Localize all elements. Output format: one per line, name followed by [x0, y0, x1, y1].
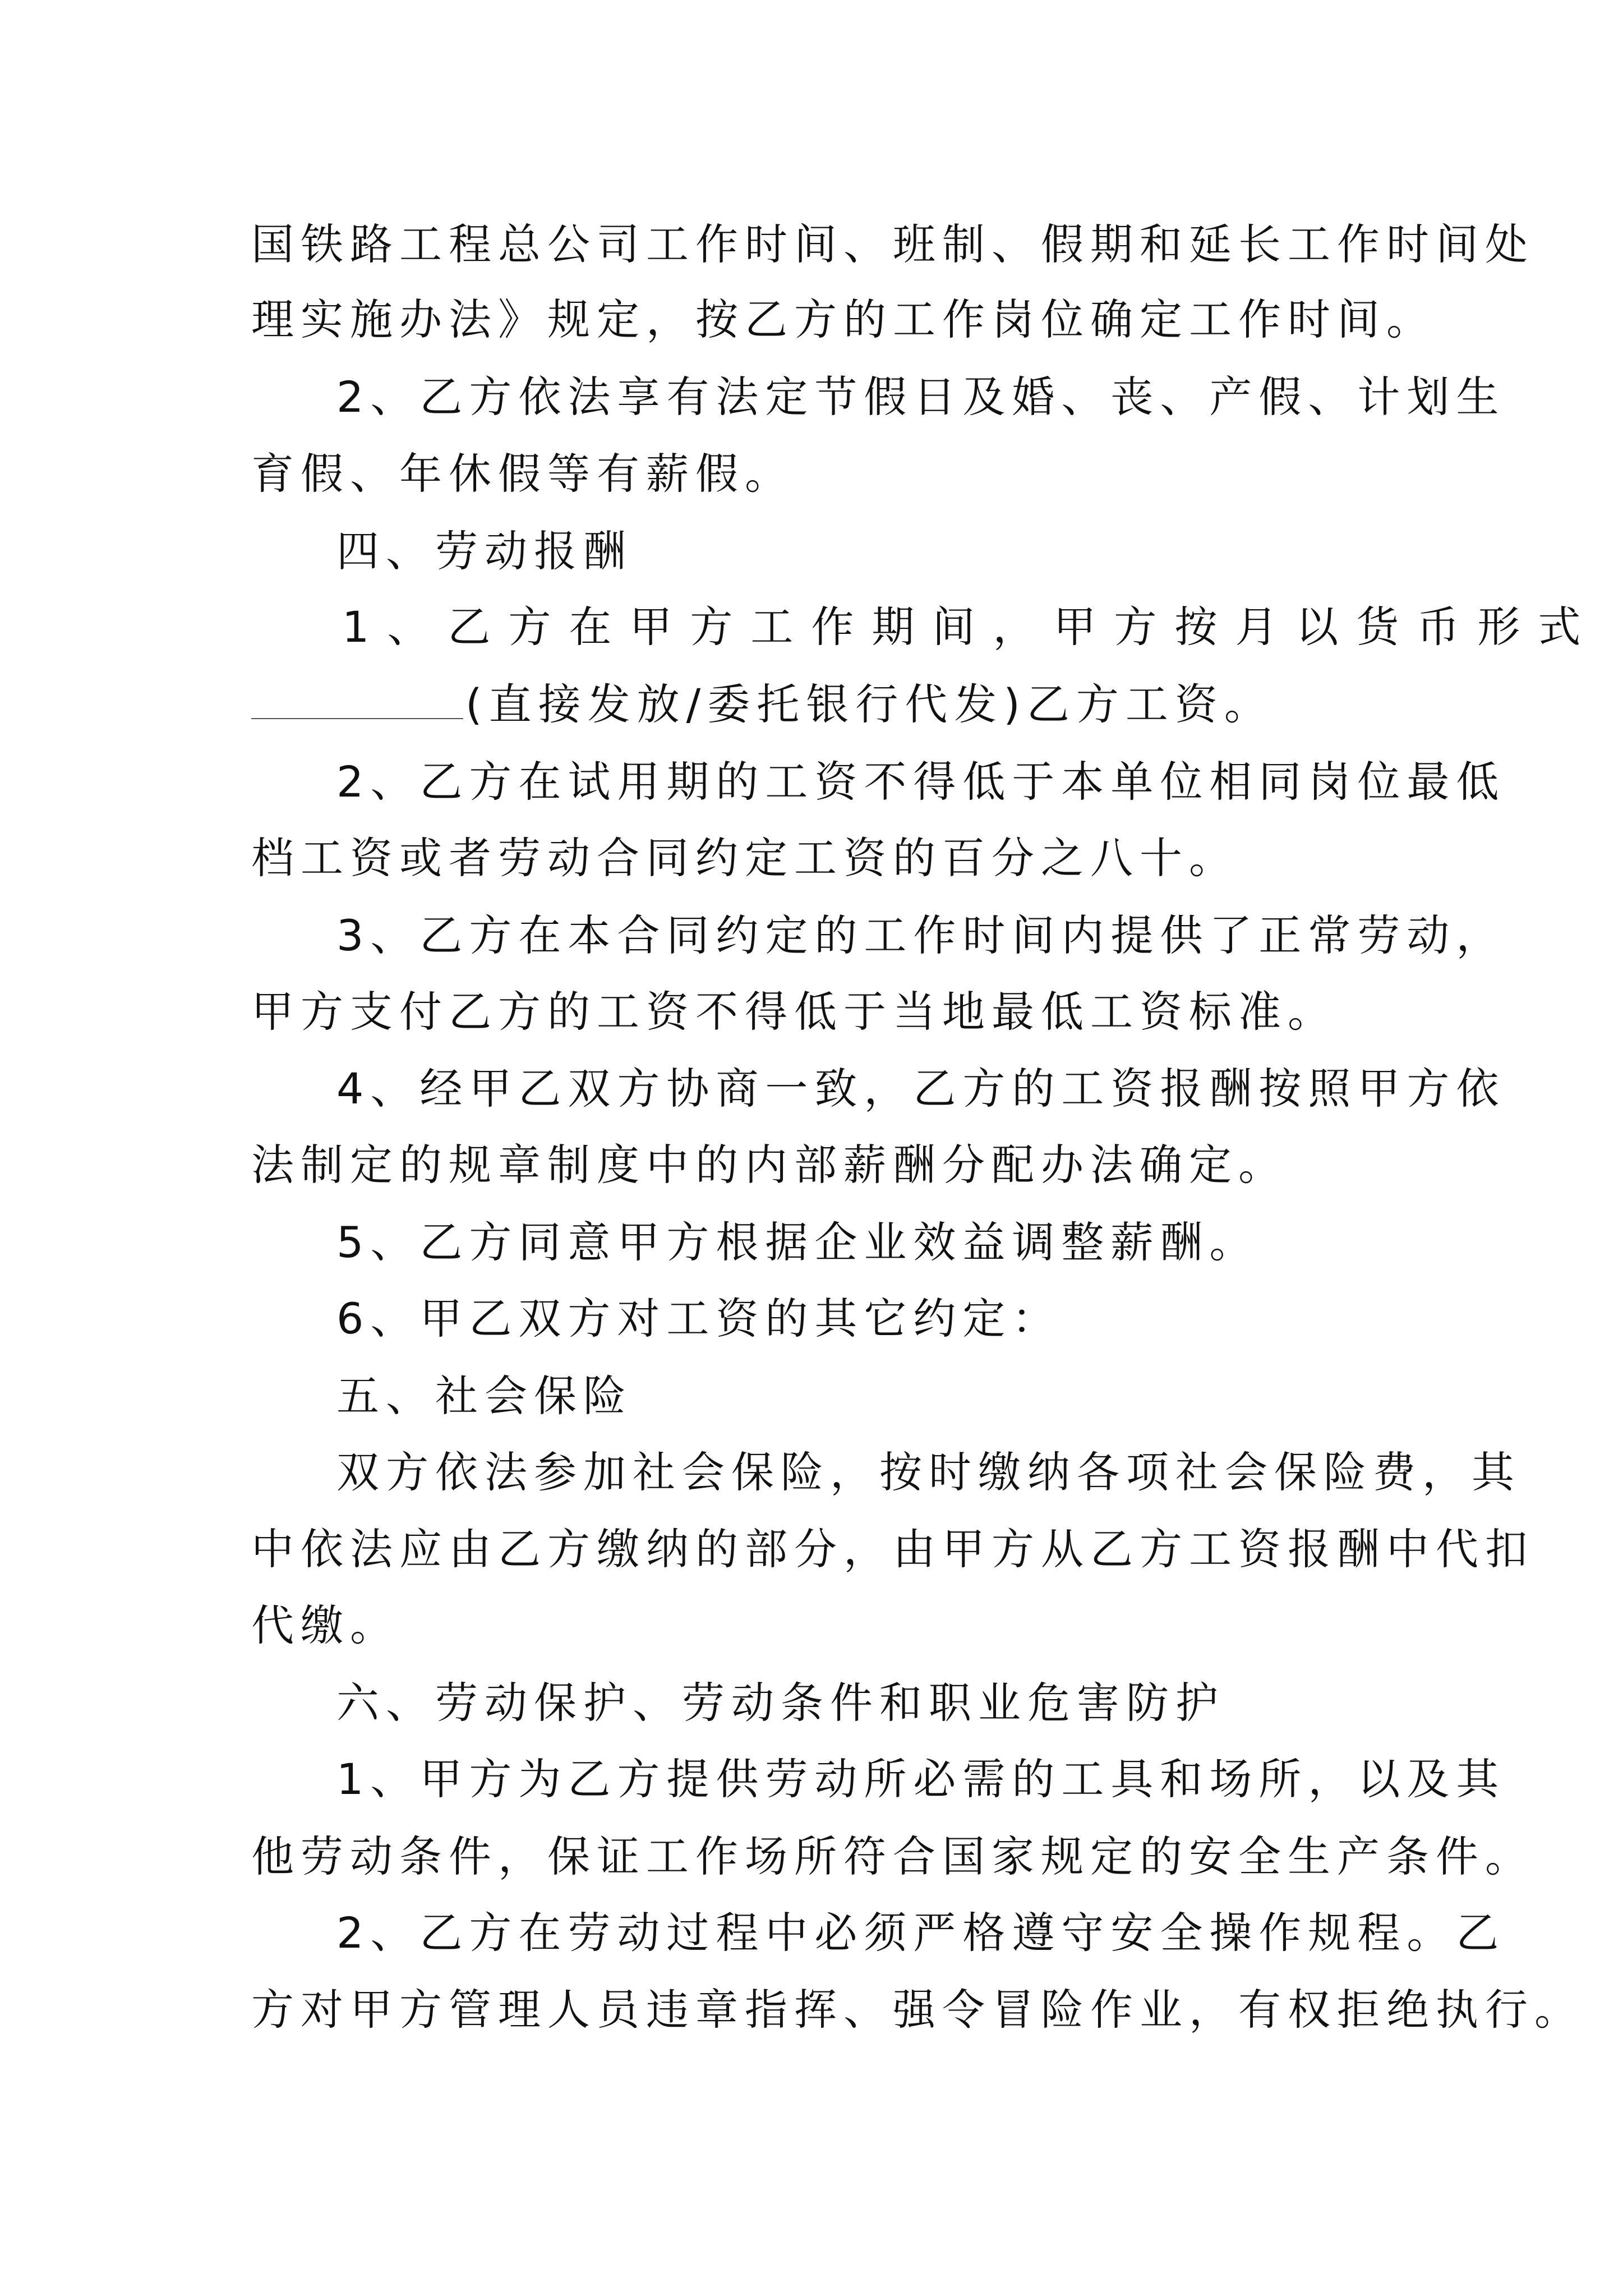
text-line: 甲方支付乙方的工资不得低于当地最低工资标准。 — [251, 987, 1337, 1037]
text-line: 双方依法参加社会保险，按时缴纳各项社会保险费，其 — [336, 1447, 1521, 1497]
section-heading: 六、劳动保护、劳动条件和职业危害防护 — [336, 1678, 1225, 1728]
section-heading: 五、社会保险 — [336, 1371, 633, 1421]
text-line: 国铁路工程总公司工作时间、班制、假期和延长工作时间处 — [251, 219, 1534, 269]
text-line: 6、甲乙双方对工资的其它约定： — [336, 1294, 1062, 1343]
text-line: 3、乙方在本合同约定的工作时间内提供了正常劳动， — [336, 910, 1506, 960]
text-line: 1、甲方为乙方提供劳动所必需的工具和场所，以及其 — [336, 1754, 1506, 1804]
text-line: 4、经甲乙双方协商一致，乙方的工资报酬按照甲方依 — [336, 1064, 1506, 1114]
text-line: 5、乙方同意甲方根据企业效益调整薪酬。 — [336, 1217, 1259, 1267]
text-line: 理实施办法》规定，按乙方的工作岗位确定工作时间。 — [251, 295, 1436, 344]
text-line: 中依法应由乙方缴纳的部分，由甲方从乙方工资报酬中代扣 — [251, 1524, 1534, 1574]
text-line: 1、乙方在甲方工作期间，甲方按月以货币形式 — [342, 602, 1599, 652]
text-line: 2、乙方在劳动过程中必须严格遵守安全操作规程。乙 — [336, 1908, 1506, 1958]
text-line: 方对甲方管理人员违章指挥、强令冒险作业，有权拒绝执行。 — [251, 1985, 1584, 2035]
fill-in-blank — [251, 683, 463, 719]
text-line-content: (直接发放/委托银行代发)乙方工资。 — [465, 679, 1274, 729]
text-line: 育假、年休假等有薪假。 — [251, 449, 794, 499]
text-line: 代缴。 — [251, 1600, 399, 1650]
text-line: 2、乙方在试用期的工资不得低于本单位相同岗位最低 — [336, 757, 1506, 807]
text-line: 他劳动条件，保证工作场所符合国家规定的安全生产条件。 — [251, 1832, 1534, 1881]
text-line: 2、乙方依法享有法定节假日及婚、丧、产假、计划生 — [336, 372, 1506, 422]
text-line — [251, 679, 1384, 729]
text-line: 档工资或者劳动合同约定工资的百分之八十。 — [251, 833, 1238, 883]
text-line: 法制定的规章制度中的内部薪酬分配办法确定。 — [251, 1140, 1288, 1190]
section-heading: 四、劳动报酬 — [336, 526, 633, 576]
